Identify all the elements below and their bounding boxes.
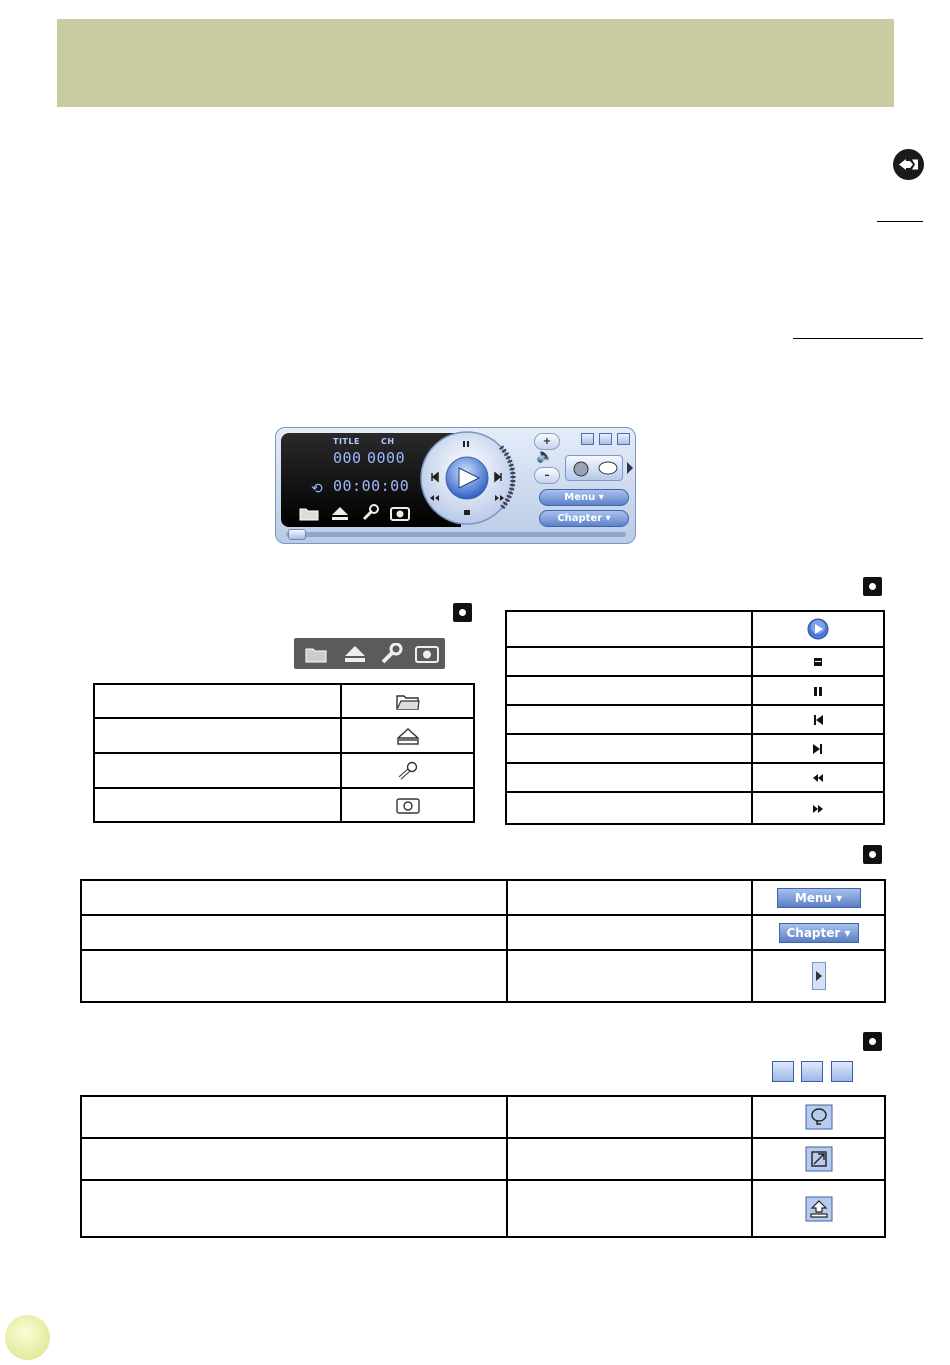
table-row bbox=[81, 1096, 885, 1138]
window-buttons-strip bbox=[772, 1061, 853, 1082]
chapter-button-sample: Chapter ▾ bbox=[779, 923, 859, 943]
table-cell bbox=[81, 950, 507, 1002]
playback-dial bbox=[415, 429, 520, 527]
open-folder-icon bbox=[395, 691, 421, 711]
expand-arrow-icon[interactable] bbox=[626, 461, 634, 475]
table-cell bbox=[81, 1096, 507, 1138]
title-number: 000 bbox=[333, 449, 362, 467]
resize-icon bbox=[805, 1146, 833, 1172]
rewind-icon bbox=[811, 771, 825, 785]
open-folder-icon[interactable] bbox=[298, 504, 322, 522]
resize-icon[interactable] bbox=[599, 433, 612, 445]
table-cell bbox=[507, 880, 752, 915]
eject-icon[interactable] bbox=[328, 504, 352, 522]
menu-button[interactable]: Menu ▾ bbox=[539, 489, 629, 506]
table-cell bbox=[506, 611, 752, 647]
table-row bbox=[506, 792, 884, 824]
table-cell bbox=[752, 915, 885, 950]
table-row bbox=[94, 753, 474, 788]
table-row bbox=[81, 1180, 885, 1237]
chapter-number: 0000 bbox=[367, 449, 406, 467]
window-buttons-table bbox=[80, 1095, 886, 1238]
time-display: 00:00:00 bbox=[333, 477, 410, 495]
volume-up-button[interactable]: + bbox=[534, 433, 560, 450]
minimize-icon bbox=[805, 1196, 833, 1222]
subtitle-icon bbox=[599, 462, 617, 474]
page-number-badge bbox=[5, 1315, 50, 1360]
table-cell bbox=[752, 734, 884, 763]
table-cell bbox=[752, 950, 885, 1002]
minimize-icon bbox=[831, 1061, 853, 1082]
wrench-icon bbox=[395, 761, 421, 781]
table-row bbox=[94, 788, 474, 822]
stop-icon bbox=[811, 655, 825, 669]
minimize-icon[interactable] bbox=[617, 433, 630, 445]
section-bullet bbox=[453, 603, 472, 622]
help-icon[interactable] bbox=[581, 433, 594, 445]
seek-thumb[interactable] bbox=[288, 529, 306, 540]
table-cell bbox=[506, 792, 752, 824]
table-row bbox=[506, 763, 884, 792]
table-cell bbox=[81, 1138, 507, 1180]
audio-icon bbox=[574, 462, 588, 476]
table-cell bbox=[507, 1138, 752, 1180]
table-cell bbox=[752, 792, 884, 824]
camera-icon bbox=[395, 795, 421, 815]
previous-icon bbox=[811, 713, 825, 727]
play-icon bbox=[806, 617, 830, 641]
table-cell bbox=[752, 763, 884, 792]
table-cell bbox=[506, 763, 752, 792]
table-cell bbox=[752, 1180, 885, 1237]
help-icon bbox=[772, 1061, 794, 1082]
table-row bbox=[81, 1138, 885, 1180]
tool-buttons-table bbox=[93, 683, 475, 823]
section-bullet bbox=[863, 577, 882, 596]
table-row bbox=[81, 880, 885, 915]
back-arrow-icon bbox=[893, 149, 924, 180]
help-icon bbox=[805, 1104, 833, 1130]
menu-button-sample: Menu ▾ bbox=[777, 888, 861, 908]
camera-icon bbox=[414, 643, 440, 665]
table-cell bbox=[752, 1138, 885, 1180]
section-bullet bbox=[863, 1032, 882, 1051]
table-cell bbox=[81, 1180, 507, 1237]
seek-bar[interactable] bbox=[286, 532, 626, 537]
title-label: TITLE bbox=[333, 437, 360, 446]
next-icon bbox=[811, 742, 825, 756]
table-cell bbox=[752, 1096, 885, 1138]
tool-bar bbox=[298, 504, 412, 522]
pause-icon bbox=[811, 684, 825, 698]
table-cell bbox=[507, 915, 752, 950]
speaker-icon: 🔈 bbox=[536, 448, 554, 464]
subtitle-audio-panel bbox=[565, 455, 623, 481]
camera-icon[interactable] bbox=[388, 504, 412, 522]
chapter-label: CH bbox=[381, 437, 395, 446]
table-cell bbox=[507, 1180, 752, 1237]
table-cell bbox=[506, 705, 752, 734]
table-cell bbox=[341, 788, 474, 822]
table-cell bbox=[81, 915, 507, 950]
table-cell bbox=[506, 647, 752, 676]
divider-line bbox=[793, 338, 923, 339]
divider-line bbox=[877, 221, 923, 222]
table-cell bbox=[94, 718, 341, 753]
menu-buttons-table bbox=[80, 879, 886, 1003]
table-row bbox=[506, 611, 884, 647]
tool-strip bbox=[294, 638, 445, 669]
table-cell bbox=[506, 676, 752, 705]
wrench-icon bbox=[378, 643, 404, 665]
table-cell bbox=[752, 705, 884, 734]
table-row bbox=[94, 684, 474, 718]
chapter-button[interactable]: Chapter ▾ bbox=[539, 510, 629, 527]
table-cell bbox=[341, 718, 474, 753]
table-cell bbox=[507, 950, 752, 1002]
back-button[interactable] bbox=[893, 149, 924, 180]
table-cell bbox=[94, 684, 341, 718]
table-cell bbox=[341, 684, 474, 718]
resize-icon bbox=[801, 1061, 823, 1082]
table-row bbox=[81, 915, 885, 950]
table-cell bbox=[752, 647, 884, 676]
table-row bbox=[506, 647, 884, 676]
table-cell bbox=[94, 788, 341, 822]
table-row bbox=[94, 718, 474, 753]
table-cell bbox=[752, 611, 884, 647]
fast-forward-icon bbox=[811, 802, 825, 816]
expand-arrow-icon bbox=[812, 962, 826, 990]
player-window bbox=[275, 427, 636, 544]
section-bullet bbox=[863, 845, 882, 864]
table-row bbox=[506, 734, 884, 763]
table-cell bbox=[752, 676, 884, 705]
eject-icon bbox=[342, 643, 368, 665]
table-cell bbox=[81, 880, 507, 915]
table-cell bbox=[506, 734, 752, 763]
table-cell bbox=[341, 753, 474, 788]
table-row bbox=[506, 705, 884, 734]
header-bar bbox=[57, 19, 894, 107]
table-cell bbox=[752, 880, 885, 915]
repeat-icon[interactable]: ⟲ bbox=[311, 480, 323, 496]
playback-buttons-table bbox=[505, 610, 885, 825]
table-cell bbox=[94, 753, 341, 788]
table-cell bbox=[507, 1096, 752, 1138]
open-folder-icon bbox=[304, 643, 330, 665]
wrench-icon[interactable] bbox=[358, 504, 382, 522]
table-row bbox=[506, 676, 884, 705]
volume-down-button[interactable]: – bbox=[534, 467, 560, 484]
eject-icon bbox=[395, 726, 421, 746]
table-row bbox=[81, 950, 885, 1002]
